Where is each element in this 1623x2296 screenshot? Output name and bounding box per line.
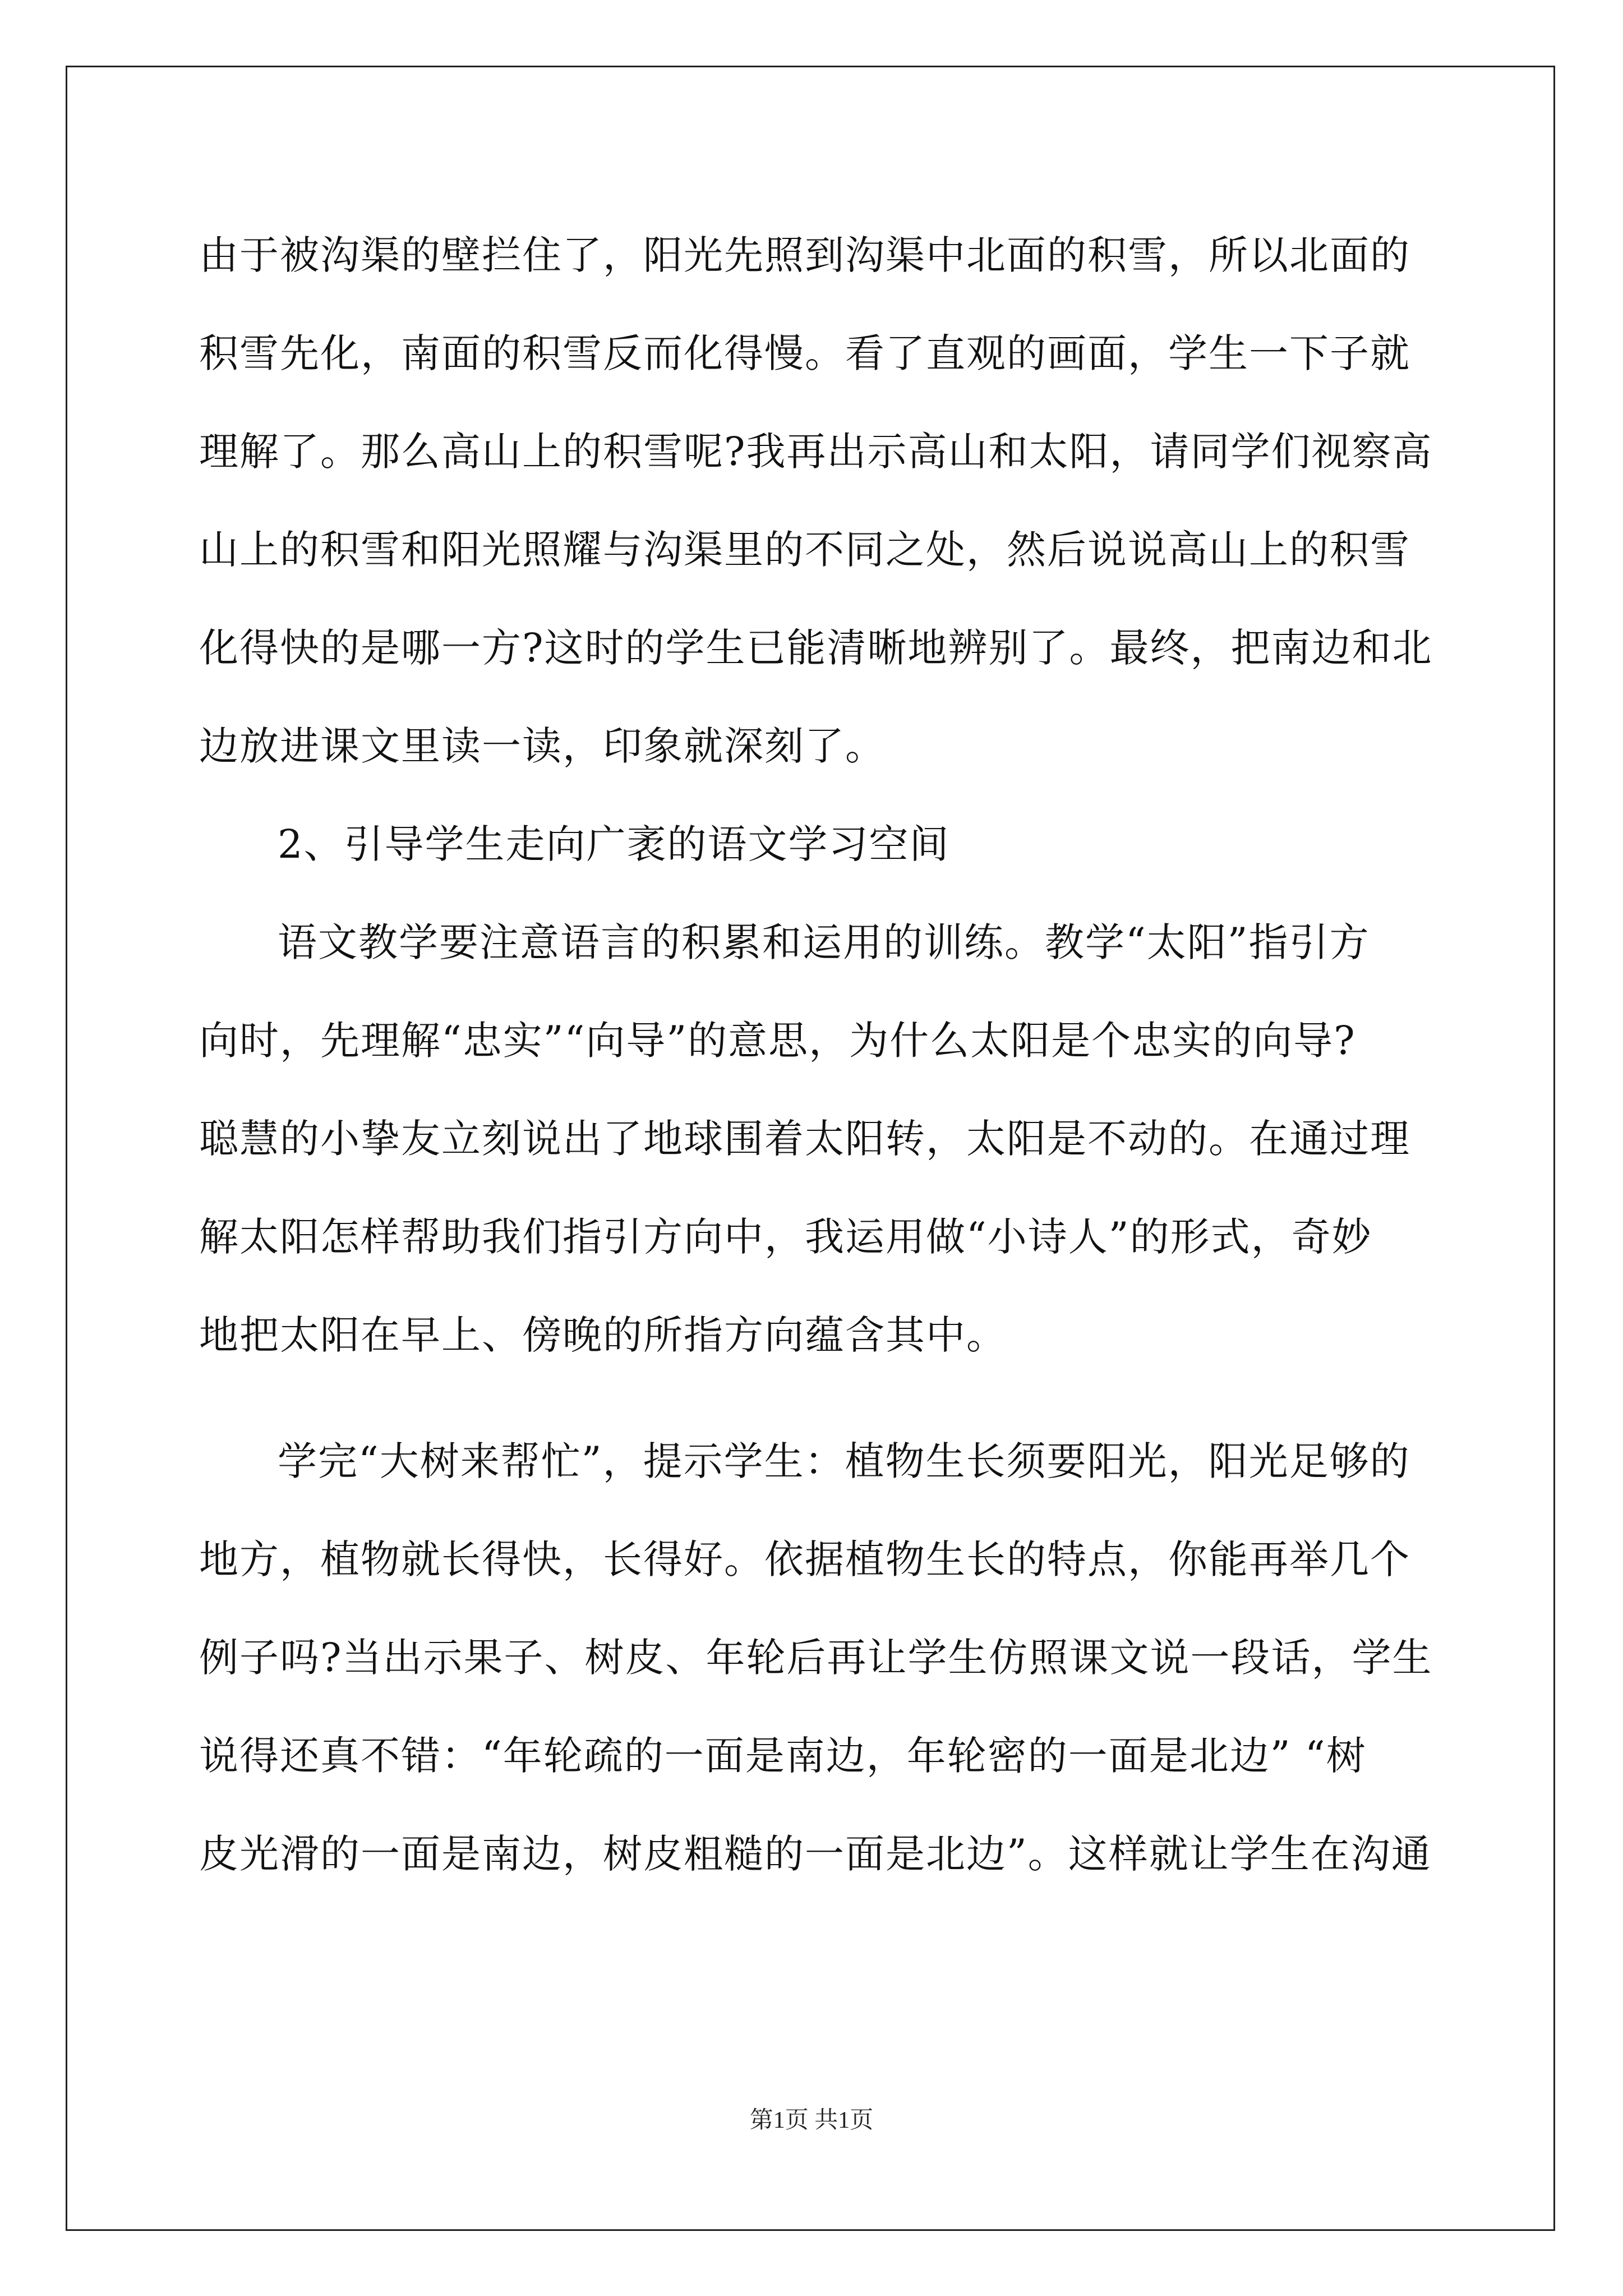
body-line: 例子吗?当出示果子、树皮、年轮后再让学生仿照课文说一段话，学生 [199,1635,1433,1681]
body-line: 理解了。那么高山上的积雪呢?我再出示高山和太阳，请同学们视察高 [199,429,1433,475]
body-line: 聪慧的小挚友立刻说出了地球围着太阳转，太阳是不动的。在通过理 [199,1116,1410,1162]
body-line: 地方，植物就长得快，长得好。依据植物生长的特点，你能再举几个 [199,1536,1410,1582]
body-line: 语文教学要注意语言的积累和运用的训练。教学“太阳”指引方 [278,919,1370,965]
body-line: 向时，先理解“忠实”“向导”的意思，为什么太阳是个忠实的向导? [199,1018,1356,1064]
body-line: 学完“大树来帮忙”，提示学生：植物生长须要阳光，阳光足够的 [278,1438,1410,1484]
body-line: 边放进课文里读一读，印象就深刻了。 [199,723,886,769]
body-line: 地把太阳在早上、傍晚的所指方向蕴含其中。 [199,1312,1007,1358]
body-line: 山上的积雪和阳光照耀与沟渠里的不同之处，然后说说高山上的积雪 [199,527,1410,573]
body-line: 积雪先化，南面的积雪反而化得慢。看了直观的画面，学生一下子就 [199,330,1410,376]
body-line: 皮光滑的一面是南边，树皮粗糙的一面是北边”。这样就让学生在沟通 [199,1831,1432,1877]
body-line: 化得快的是哪一方?这时的学生已能清晰地辨别了。最终，把南边和北 [199,625,1433,671]
page-number-footer: 第1页 共1页 [749,2108,874,2133]
body-line: 说得还真不错：“年轮疏的一面是南边，年轮密的一面是北边” “树 [199,1733,1367,1779]
body-line: 由于被沟渠的壁拦住了，阳光先照到沟渠中北面的积雪，所以北面的 [199,232,1410,278]
section-heading: 2、引导学生走向广袤的语文学习空间 [278,821,950,867]
body-line: 解太阳怎样帮助我们指引方向中，我运用做“小诗人”的形式，奇妙 [199,1214,1372,1260]
